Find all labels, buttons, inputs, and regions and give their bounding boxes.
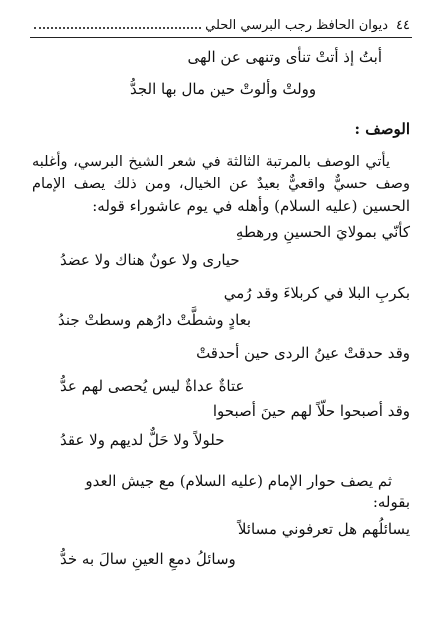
running-title: ديوان الحافظ رجب البرسي الحلي <box>205 18 389 33</box>
paragraph-line: الحسين (عليه السلام) وأهله في يوم عاشوراء قوله: <box>92 197 410 215</box>
header-dot-leader <box>34 27 201 29</box>
section-heading: الوصف : <box>354 120 410 138</box>
page-number: ٤٤ <box>396 18 410 33</box>
poem-second-hemistich: وسائلُ دمعِ العينِ سالَ به خدُّ <box>60 550 236 568</box>
poem-second-hemistich: حيارى ولا عونٌ هناك ولا عضدُ <box>60 251 240 269</box>
verse-first-hemistich: أبتُ إذ أتتْ تنأى وتنهى عن الهى <box>187 48 382 66</box>
poem-first-hemistich: كأنّي بمولايَ الحسينِ ورهطهِ <box>235 223 410 241</box>
poem-second-hemistich: بعادٍ وشطَّتْ دارُهم وسطتْ جندُ <box>58 311 252 329</box>
running-header <box>34 13 410 33</box>
poem-second-hemistich: حلولاً ولا حَلٌّ لديهم ولا عقدُ <box>60 431 225 449</box>
poem-first-hemistich: وقد حدقتْ عينُ الردى حين أحدقتْ <box>196 344 410 362</box>
verse-second-hemistich: وولتْ وألوتْ حين مال بها الجدُّ <box>130 80 317 98</box>
poem-first-hemistich: وقد أصبحوا حلّاً لهم حينَ أصبحوا <box>212 402 410 420</box>
poem-first-hemistich: بكربِ البلا في كربلاءَ وقد رُمي <box>223 284 410 302</box>
header-rule <box>30 37 412 38</box>
paragraph-line: وصف حسيٌّ واقعيٌّ بعيدٌ عن الخيال، ومن ذلك يصف الإمام <box>32 176 410 192</box>
poem-second-hemistich: عتاةٌ عداةٌ ليس يُحصى لهم عدُّ <box>60 377 245 395</box>
paragraph-line: يأتي الوصف بالمرتبة الثالثة في شعر الشيخ البرسي، وأغلبه <box>32 154 390 170</box>
paragraph-line: بقوله: <box>372 493 410 511</box>
poem-first-hemistich: يسائلُهم هل تعرفوني مسائلاً <box>237 520 410 538</box>
paragraph-line: ثم يصف حوار الإمام (عليه السلام) مع جيش العدو <box>85 472 392 490</box>
